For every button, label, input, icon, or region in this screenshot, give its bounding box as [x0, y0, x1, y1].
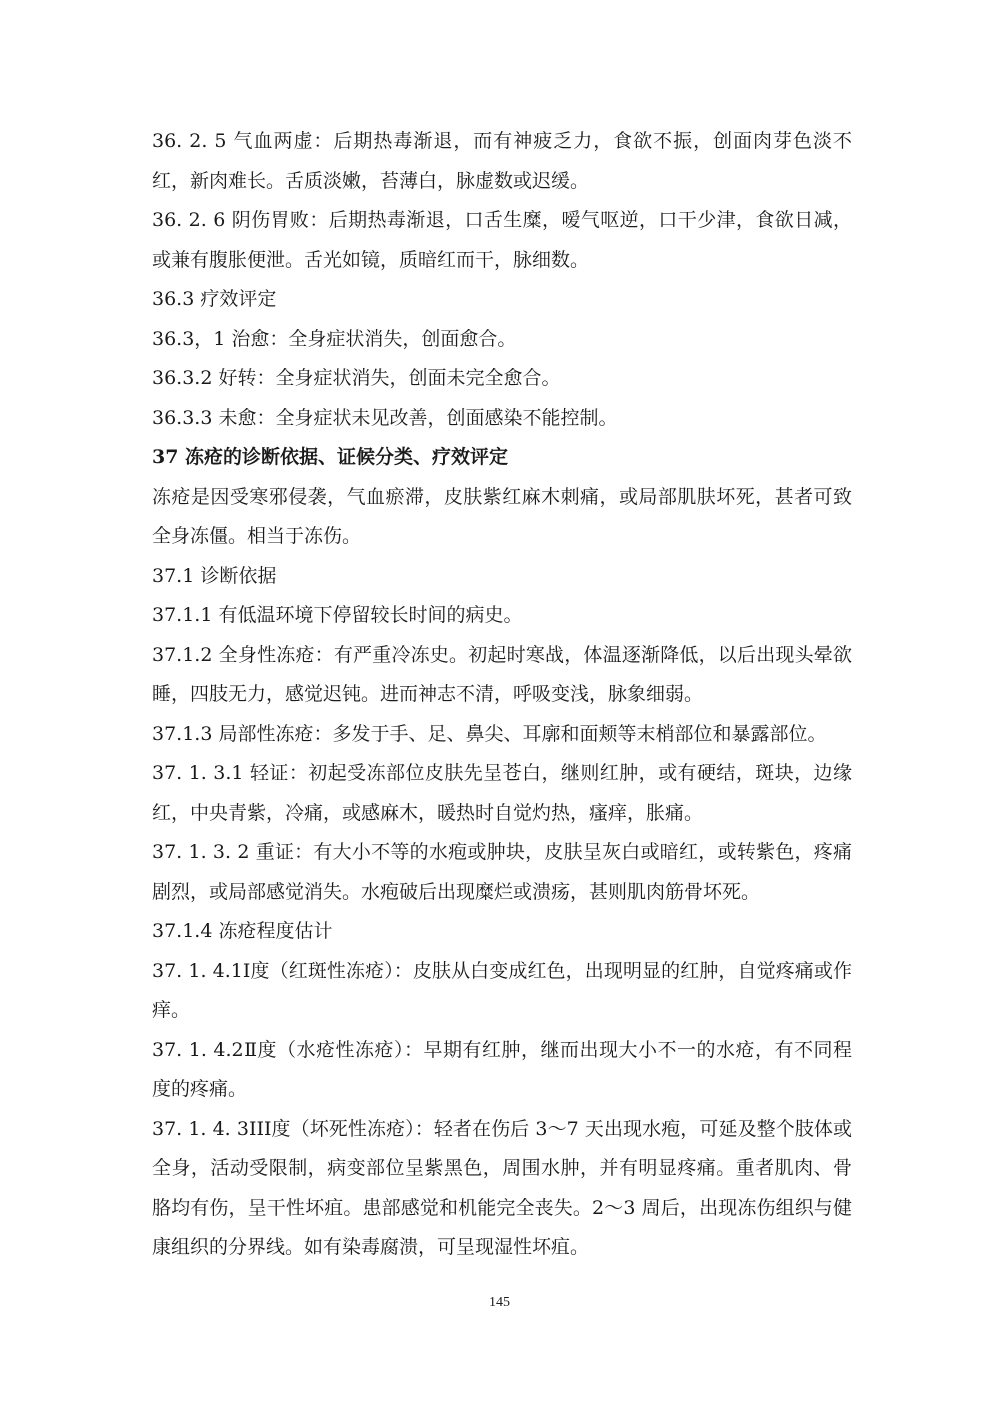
section-heading: 37.1 诊断依据: [152, 564, 277, 587]
paragraph: 36.3，1 治愈：全身症状消失，创面愈合。: [152, 327, 517, 350]
section-heading: 37.1.4 冻疮程度估计: [152, 920, 333, 942]
paragraph: 36. 2. 6 阴伤胃败：后期热毒渐退，口舌生糜，嗳气呕逆，口干少津，食欲日减，或兼有腹胀便泄。舌光如镜，质暗红而干，脉细数。: [152, 209, 852, 271]
paragraph: 37.1.1 有低温环境下停留较长时间的病史。: [152, 604, 523, 626]
paragraph: 37.1.3 局部性冻疮：多发于手、足、鼻尖、耳廓和面颊等末梢部位和暴露部位。: [152, 722, 827, 745]
paragraph: 36. 2. 5 气血两虚：后期热毒渐退，而有神疲乏力，食欲不振，创面肉芽色淡不红，新肉难长。舌质淡嫩，苔薄白，脉虚数或迟缓。: [152, 130, 852, 192]
paragraph: 37. 1. 4.1Ⅰ度（红斑性冻疮）：皮肤从白变成红色，出现明显的红肿，自觉疼痛或作痒。: [152, 959, 852, 1021]
paragraph: 36.3.3 未愈：全身症状未见改善，创面感染不能控制。: [152, 406, 618, 429]
paragraph: 37. 1. 3. 2 重证：有大小不等的水疱或肿块，皮肤呈灰白或暗红，或转紫色，疼痛剧烈，或局部感觉消失。水疱破后出现糜烂或溃疡，甚则肌肉筋骨坏死。: [152, 841, 852, 903]
paragraph: 37. 1. 4. 3III度（坏死性冻疮）：轻者在伤后 3～7 天出现水疱，可延及整个肢体或全身，活动受限制，病变部位呈紫黑色，周围水肿，并有明显疼痛。重者肌肉、骨胳均有伤，呈干性坏疽。患部感觉和机能完全丧失。2～3 周后，出现冻伤组织与健康组织的分界线。如有染毒腐溃，可呈现湿性坏疽。: [152, 1117, 852, 1258]
paragraph: 37. 1. 4.2Ⅱ度（水疮性冻疮）：早期有红肿，继而出现大小不一的水疮，有不同程度的疼痛。: [152, 1038, 852, 1100]
paragraph: 冻疮是因受寒邪侵袭，气血瘀滞，皮肤紫红麻木刺痛，或局部肌肤坏死，甚者可致全身冻僵。相当于冻伤。: [152, 485, 852, 547]
paragraph: 37. 1. 3.1 轻证：初起受冻部位皮肤先呈苍白，继则红肿，或有硬结，斑块，边缘红，中央青紫，冷痛，或感麻木，暖热时自觉灼热，瘙痒，胀痛。: [152, 762, 852, 824]
section-heading: 36.3 疗效评定: [152, 288, 277, 310]
document-body: [152, 122, 852, 1268]
page-number: 145: [489, 1295, 510, 1310]
paragraph: 37.1.2 全身性冻疮：有严重冷冻史。初起时寒战，体温逐渐降低，以后出现头晕欲睡，四肢无力，感觉迟钝。进而神志不清，呼吸变浅，脉象细弱。: [152, 643, 852, 705]
paragraph: 36.3.2 好转：全身症状消失，创面未完全愈合。: [152, 367, 561, 389]
chapter-heading: 37 冻疮的诊断依据、证候分类、疗效评定: [152, 446, 509, 468]
